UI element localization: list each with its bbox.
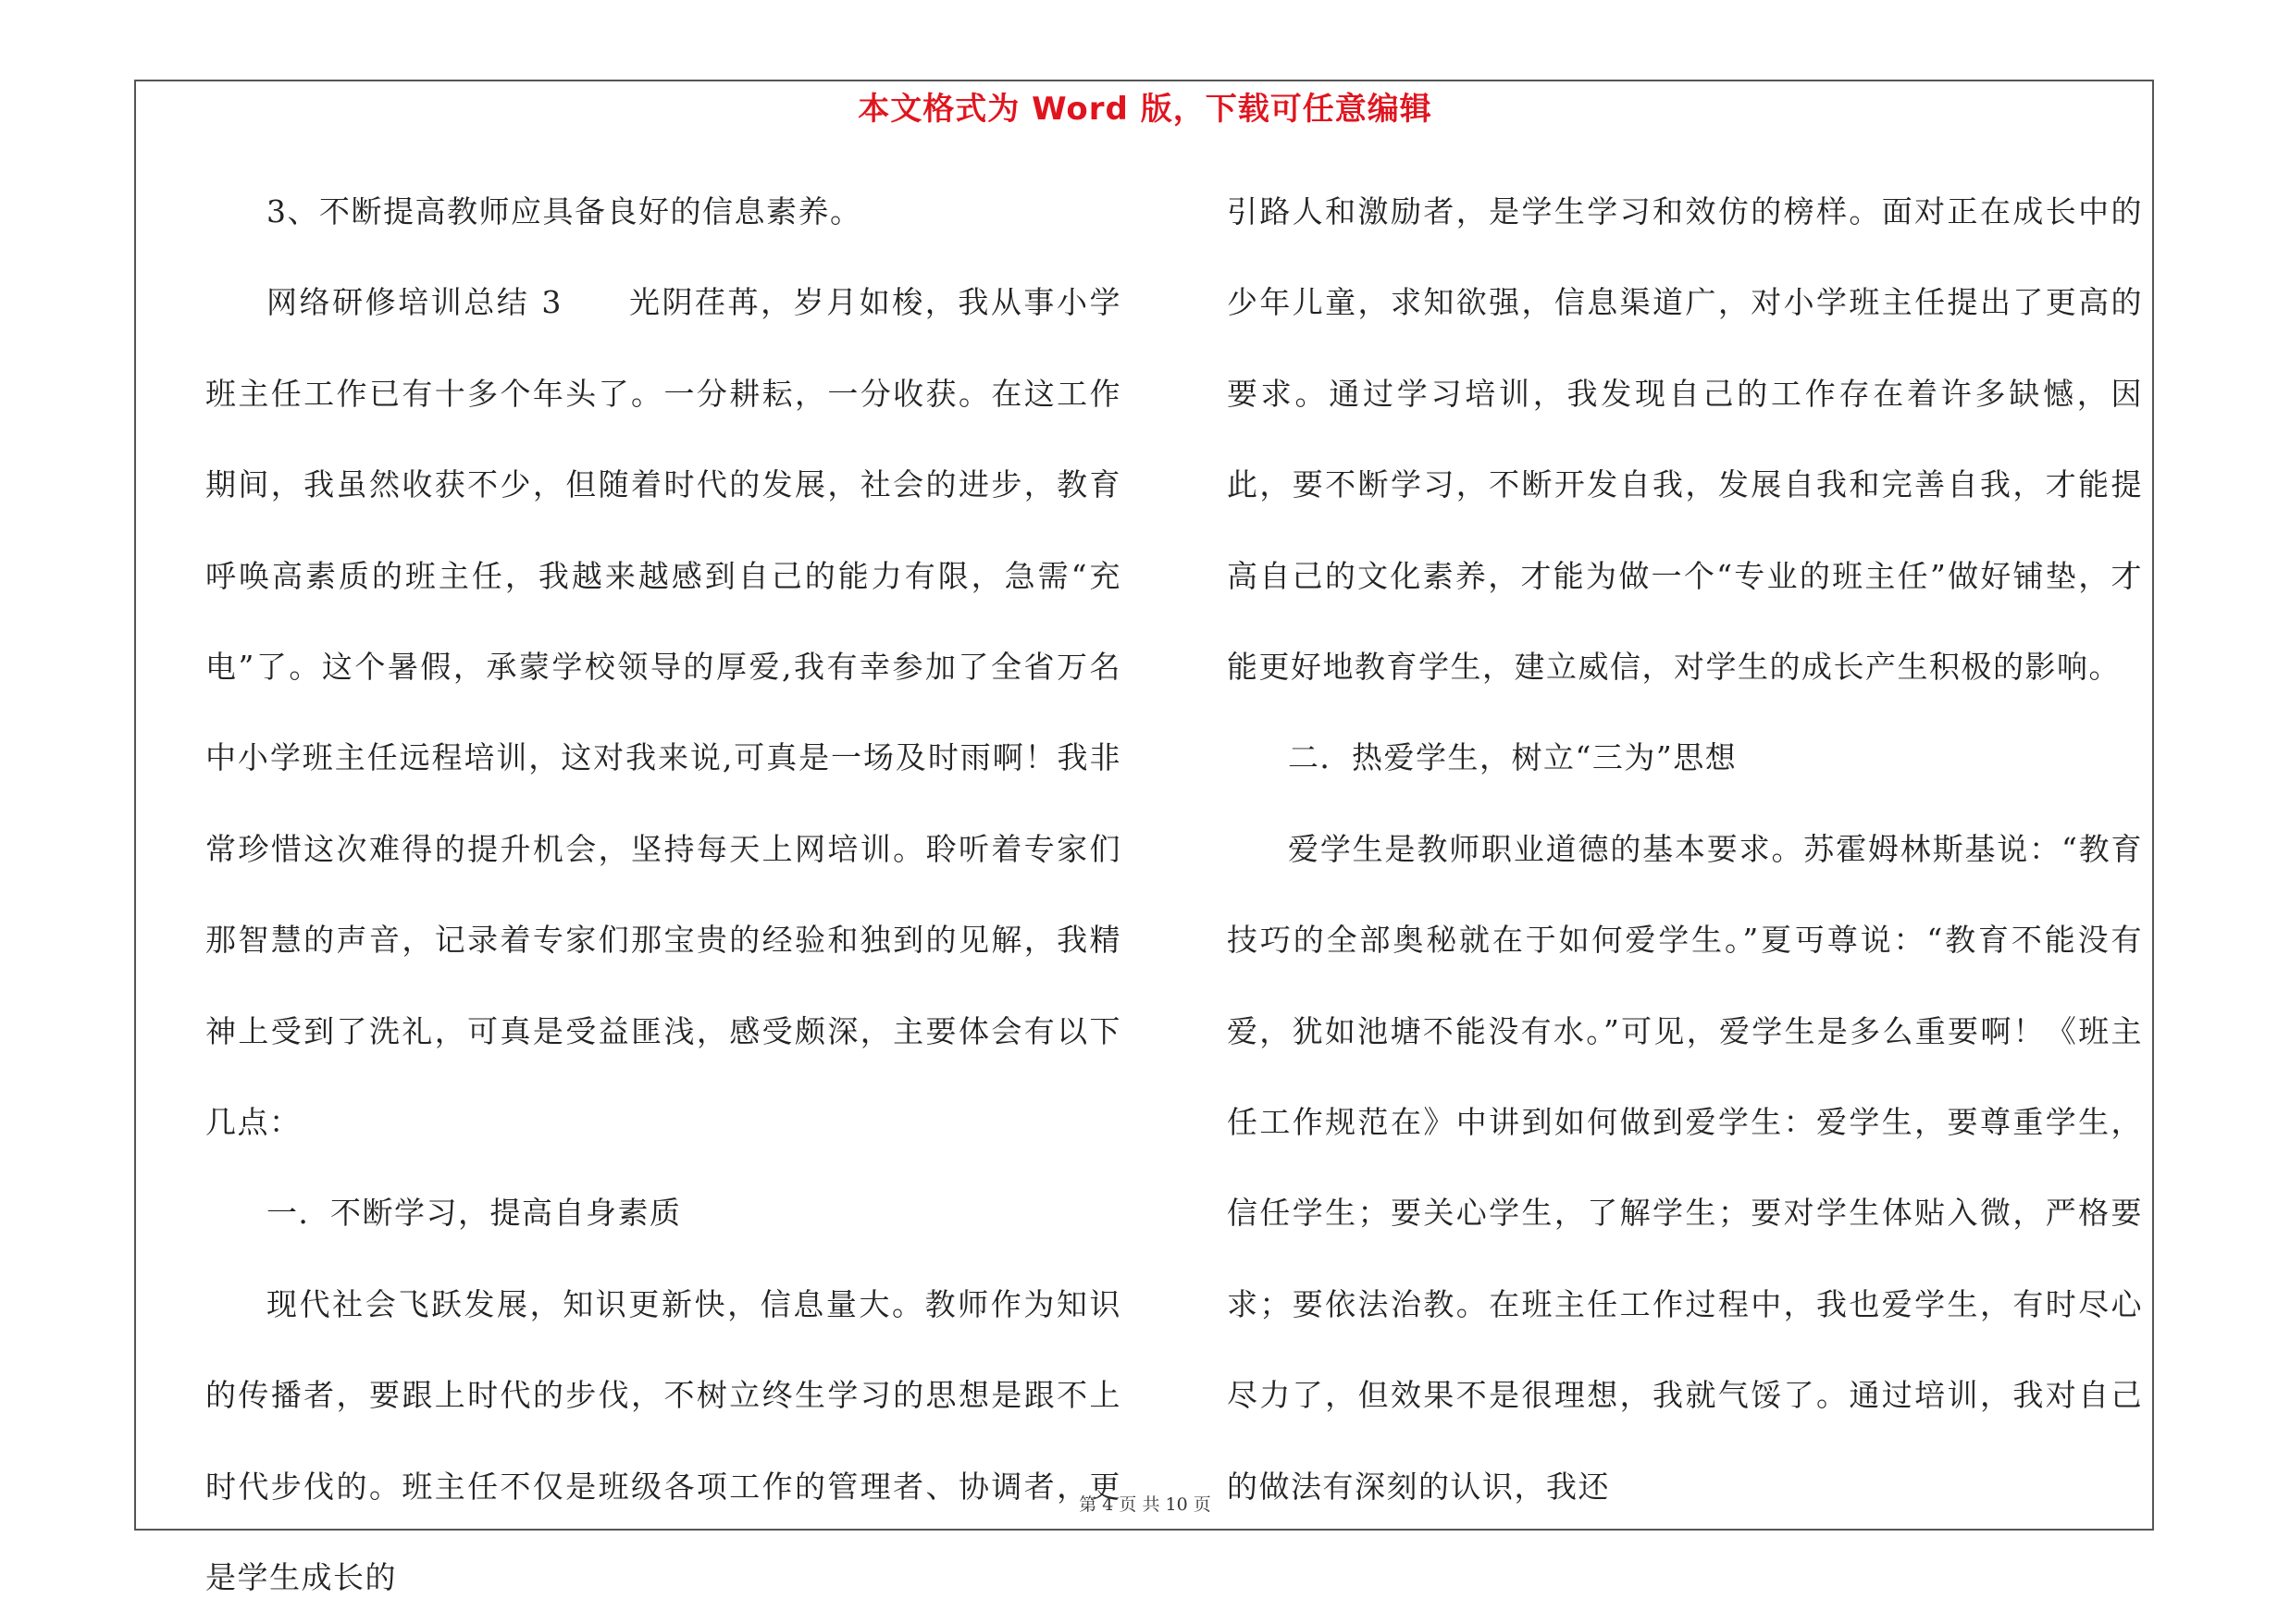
paragraph-summary-intro: 网络研修培训总结 3 光阴荏苒，岁月如梭，我从事小学班主任工作已有十多个年头了。一分耕耘，一分收获。在这工作期间，我虽然收获不少，但随着时代的发展，社会的进步，教育呼唤高素质的班主任，我越来越感到自己的能力有限，急需“充电”了。这个暑假，承蒙学校领导的厚爱,我有幸参加了全省万名中小学班主任远程培训，这对我来说,可真是一场及时雨啊！我非常珍惜这次难得的提升机会，坚持每天上网培训。聆听着专家们那智慧的声音，记录着专家们那宝贵的经验和独到的见解，我精神上受到了洗礼，可真是受益匪浅，感受颇深，主要体会有以下几点： [205, 284, 1121, 1141]
paragraph-info-literacy: 3、不断提高教师应具备良好的信息素养。 [266, 193, 862, 229]
left-text-column [205, 167, 1121, 1624]
section-heading-learning: 一．不断学习，提高自身素质 [266, 1195, 682, 1232]
paragraph-modern-society: 现代社会飞跃发展，知识更新快，信息量大。教师作为知识的传播者，要跟上时代的步伐，不树立终生学习的思想是跟不上时代步伐的。班主任不仅是班级各项工作的管理者、协调者，更是学生成长的 [205, 1285, 1121, 1596]
paragraph-continuation: 引路人和激励者，是学生学习和效仿的榜样。面对正在成长中的少年儿童，求知欲强，信息渠道广，对小学班主任提出了更高的要求。通过学习培训，我发现自己的工作存在着许多缺憾，因此，要不断学习，不断开发自我，发展自我和完善自我，才能提高自己的文化素养，才能为做一个“专业的班主任”做好铺垫，才能更好地教育学生，建立威信，对学生的成长产生积极的影响。 [1227, 193, 2143, 686]
word-format-banner: 本文格式为 Word 版，下载可任意编辑 [858, 91, 1432, 128]
page-number-footer: 第 4 页 共 10 页 [1079, 1494, 1211, 1515]
section-heading-love-students: 二．热爱学生，树立“三为”思想 [1288, 739, 1738, 776]
paragraph-love-students: 爱学生是教师职业道德的基本要求。苏霍姆林斯基说：“教育技巧的全部奥秘就在于如何爱学生。”夏丏尊说：“教育不能没有爱，犹如池塘不能没有水。”可见，爱学生是多么重要啊！《班主任工作规范在》中讲到如何做到爱学生：爱学生，要尊重学生，信任学生；要关心学生，了解学生；要对学生体贴入微，严格要求；要依法治教。在班主任工作过程中，我也爱学生，有时尽心尽力了，但效果不是很理想，我就气馁了。通过培训，我对自己的做法有深刻的认识，我还 [1227, 830, 2143, 1505]
right-text-column [1227, 167, 2143, 1532]
